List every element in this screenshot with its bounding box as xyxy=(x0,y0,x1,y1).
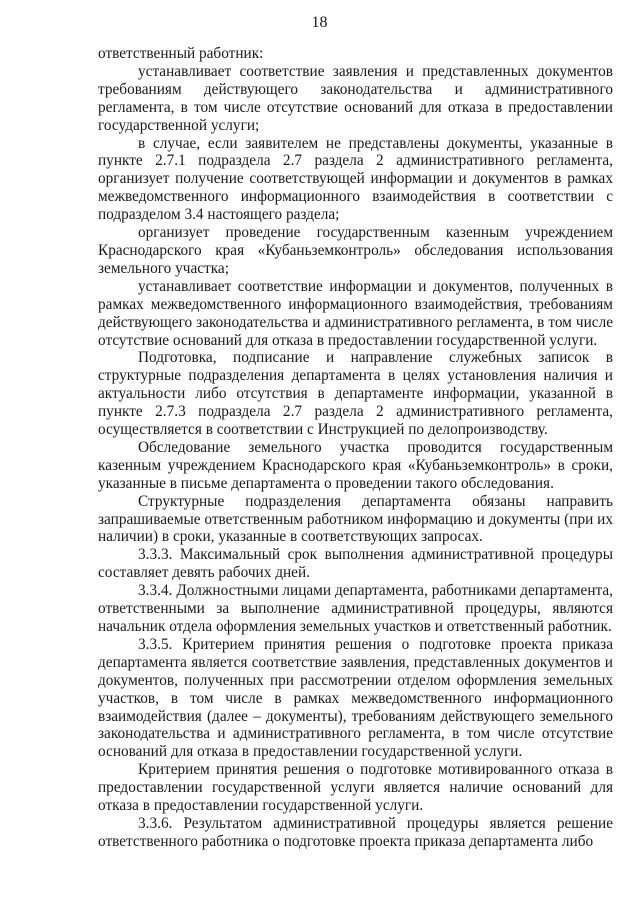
paragraph-refusal-criterion: Критерием принятия решения о подготовке мотивированного отказа в предоставлении государственной услуги является наличие оснований для отказа в предоставлении государственной услуги. xyxy=(98,761,613,815)
page-number: 18 xyxy=(311,14,328,31)
paragraph-establishes-compliance: устанавливает соответствие заявления и представленных документов требованиям действующего законодательства и административного регламента, в том числе отсутствие оснований для отказа в предоставлении государственной услуги; xyxy=(98,62,613,134)
paragraph-3-3-5: 3.3.5. Критерием принятия решения о подготовке проекта приказа департамента является соответствие заявления, представленных документов и документов, полученных при рассмотрении отделом оформления земельных участков, в том числе в рамках межведомственного информационного взаимодействия (далее – документы), требованиям действующего земельного законодательства и административного регламента, в том числе отсутствие оснований для отказа в предоставлении государственной услуги. xyxy=(98,635,613,761)
paragraph-3-3-4: 3.3.4. Должностными лицами департамента, работниками департамента, ответственными за выполнение административной процедуры, являются начальник отдела оформления земельных участков и ответственный работник. xyxy=(98,582,613,635)
paragraph-organizes-inspection: организует проведение государственным казенным учреждением Краснодарского края «Кубаньземконтроль» обследования использования земельного участка; xyxy=(98,224,613,277)
paragraph-land-inspection: Обследование земельного участка проводится государственным казенным учреждением Краснодарского края «Кубаньземконтроль» в сроки, указанные в письме департамента о проведении такого обследования. xyxy=(98,438,613,492)
paragraph-service-notes: Подготовка, подписание и направление служебных записок в структурные подразделения департамента в целях установления наличия и актуальности либо отсутствия в департаменте информации, указанной в пункте 2.7.3 подраздела 2.7 раздела 2 административного регламента, осуществляется в соответствии с Инструкцией по делопроизводству. xyxy=(98,349,613,439)
paragraph-missing-documents: в случае, если заявителем не представлены документы, указанные в пункте 2.7.1 подраздела 2.7 раздела 2 административного регламента, организует получение соответствующей информации и документов в рамках межведомственного информационного взаимодействия в соответствии с подразделом 3.4 настоящего раздела; xyxy=(98,134,613,224)
paragraph-structural-units: Структурные подразделения департамента обязаны направить запрашиваемые ответственным работником информацию и документы (при их наличии) в сроки, указанные в соответствующих запросах. xyxy=(98,492,613,546)
paragraph-responsible-worker: ответственный работник: xyxy=(98,45,264,62)
paragraph-3-3-6: 3.3.6. Результатом административной процедуры является решение ответственного работника о подготовке проекта приказа департамента либо xyxy=(98,814,613,850)
document-body xyxy=(98,45,613,851)
paragraph-3-3-3: 3.3.3. Максимальный срок выполнения административной процедуры составляет девять рабочих дней. xyxy=(98,546,613,582)
paragraph-interagency-compliance: устанавливает соответствие информации и документов, полученных в рамках межведомственного информационного взаимодействия, требованиям действующего законодательства и административного регламента, в том числе отсутствие оснований для отказа в предоставлении государственной услуги. xyxy=(98,277,613,349)
